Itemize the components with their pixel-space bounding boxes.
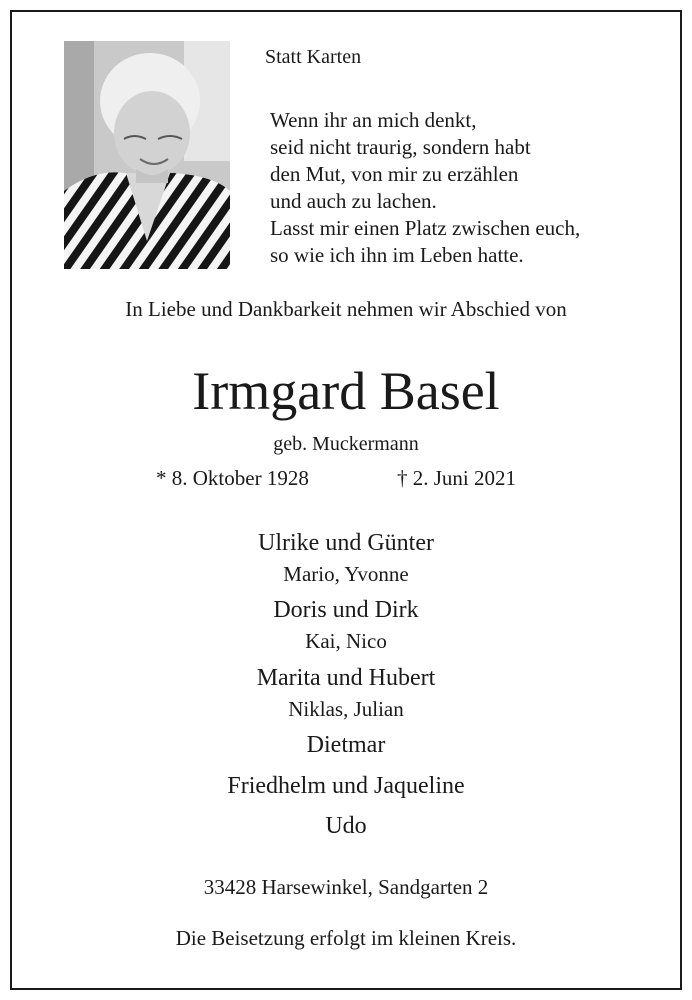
mourner-names: Marita und Hubert [256,665,436,691]
death-date: † 2. Juni 2021 [397,466,517,490]
mourner-children: Niklas, Julian [288,697,404,721]
portrait-photo [64,41,230,269]
poem-line: Wenn ihr an mich denkt, [270,108,477,132]
family-address: 33428 Harsewinkel, Sandgarten 2 [203,875,489,899]
burial-note: Die Beisetzung erfolgt im kleinen Kreis. [175,926,517,950]
mourner-children: Mario, Yvonne [283,562,409,586]
mourner-names: Ulrike und Günter [258,530,434,556]
poem-line: seid nicht traurig, sondern habt [270,135,531,159]
birth-date: * 8. Oktober 1928 [156,466,309,490]
poem-line: den Mut, von mir zu erzählen [270,162,519,186]
heading-statt-karten: Statt Karten [265,46,362,68]
poem [270,107,580,269]
mourner-names: Dietmar [306,732,386,758]
poem-line: und auch zu lachen. [270,189,437,213]
maiden-name: geb. Muckermann [273,433,419,455]
farewell-intro: In Liebe und Dankbarkeit nehmen wir Abschied von [125,297,567,321]
deceased-name: Irmgard Basel [192,361,500,421]
poem-line: so wie ich ihn im Leben hatte. [270,243,524,267]
mourner-names: Friedhelm und Jaqueline [227,773,465,799]
poem-line: Lasst mir einen Platz zwischen euch, [270,216,581,240]
mourner-children: Kai, Nico [305,629,387,653]
mourner-names: Doris und Dirk [273,597,419,623]
mourner-names: Udo [325,813,367,839]
